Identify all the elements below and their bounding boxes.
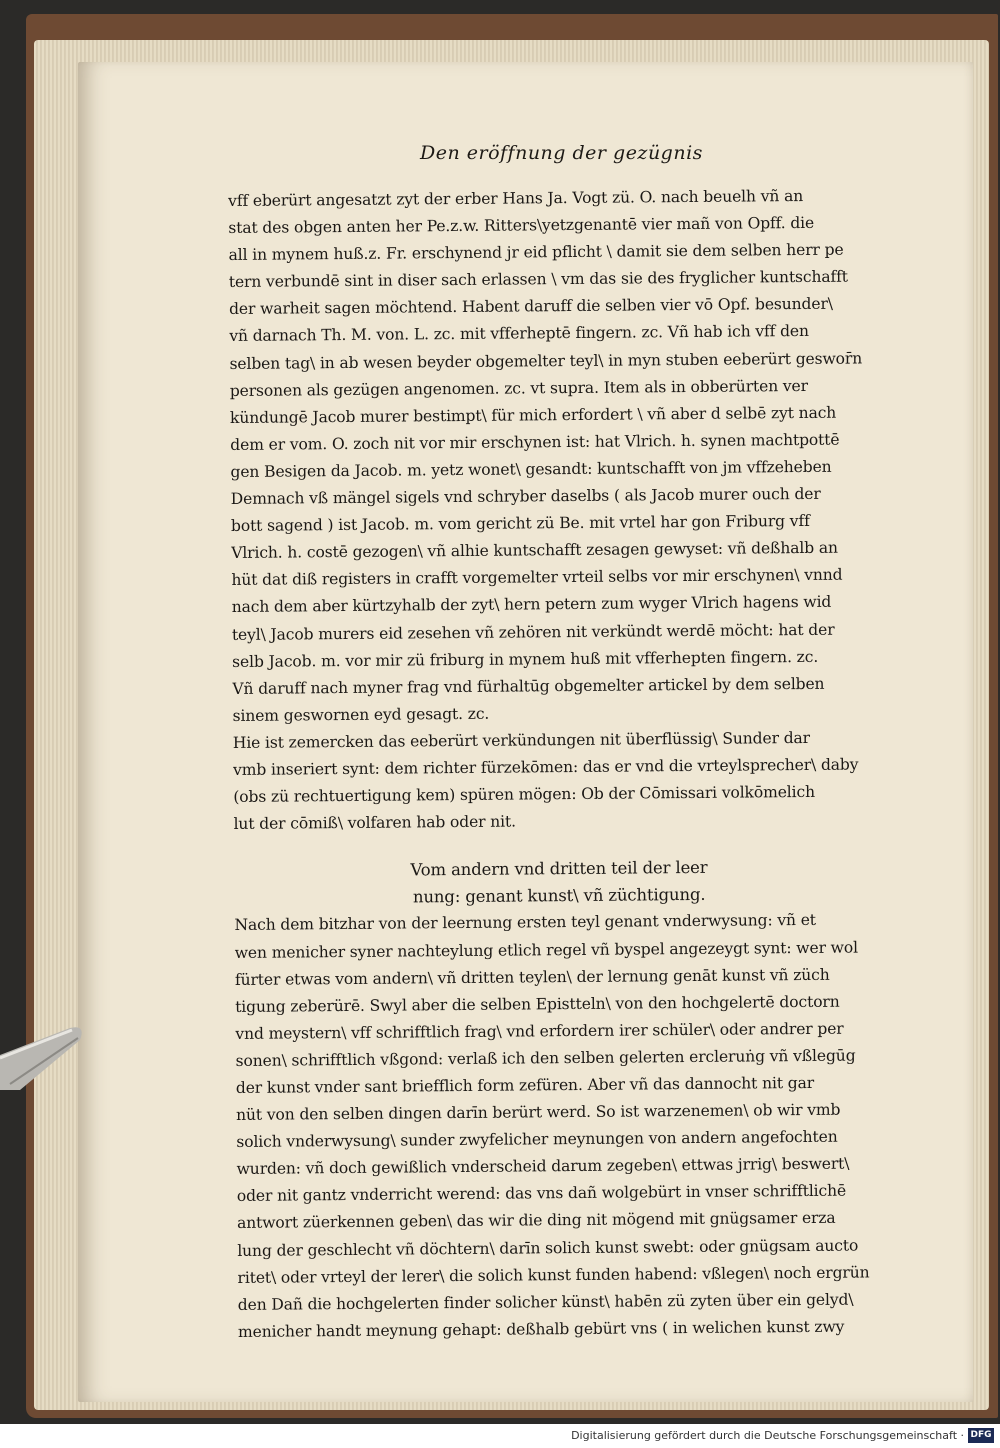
text-line: fürter etwas vom andern\ vñ dritten teylen\ der lernung genāt kunst vñ züch — [234, 965, 830, 989]
text-line: den Dañ die hochgelerten finder solicher künst\ habēn zü zyten über ein gelyd\ — [237, 1290, 854, 1314]
page-pointer-icon — [0, 1020, 100, 1090]
paragraph-3 — [234, 907, 888, 1346]
text-line: gen Besigen da Jacob. m. yetz wonet\ gesandt: kuntschafft von jm vffzeheben — [230, 457, 832, 481]
text-line: Vlrich. h. costē gezogen\ vñ alhie kuntschafft zesagen gewyset: vñ deßhalb an — [231, 538, 838, 563]
text-line: lut der cōmiß\ volfaren hab oder nit. — [233, 812, 516, 834]
text-line: teyl\ Jacob murers eid zesehen vñ zehören nit verkündt werdē möcht: hat der — [231, 620, 835, 644]
paragraph-1 — [228, 182, 883, 730]
footer-bar — [0, 1424, 1000, 1448]
text-line: wen menicher syner nachteylung etlich regel vñ byspel angezeygt synt: wer wol — [234, 938, 858, 962]
text-line: selben tag\ in ab wesen beyder obgemelter teyl\ in myn stuben eeberürt geswor̄n — [229, 349, 863, 373]
text-line: selb Jacob. m. vor mir zü friburg in mynem huß mit vfferhepten fingern. zc. — [232, 647, 819, 671]
text-line: (obs zü rechtuertigung kem) spüren mögen: Ob der Cōmissari volkōmelich — [233, 782, 815, 807]
text-line: sinem geswornen eyd gesagt. zc. — [232, 704, 490, 725]
page-text — [228, 182, 888, 1346]
text-line: Vom andern vnd dritten teil der leer — [410, 858, 708, 880]
text-line: der warheit sagen möchtend. Habent daruff die selben vier vō Opf. besunder\ — [228, 295, 833, 319]
text-line: vñ darnach Th. M. von. L. zc. mit vfferheptē fingern. zc. Vñ hab ich vff den — [229, 322, 809, 346]
text-line: all in mynem huß.z. Fr. erschynend jr eid pflicht \ damit sie dem selben herr pe — [228, 240, 844, 265]
text-line: antwort züerkennen geben\ das wir die ding nit mögend mit gnügsamer erza — [236, 1209, 836, 1233]
text-line: oder nit gantz vnderricht werend: das vns dañ wolgebürt in vnser schrifftlichē — [236, 1182, 847, 1206]
footer-credit: Digitalisierung gefördert durch die Deutsche Forschungsgemeinschaft · — [571, 1429, 964, 1442]
text-line: dem er vom. O. zoch nit vor mir erschynen ist: hat Vlrich. h. synen machtpottē — [230, 430, 840, 454]
text-line: nüt von den selben dingen darīn berürt werd. So ist warzenemen\ ob wir vmb — [236, 1100, 841, 1125]
text-line: ritet\ oder vrteyl der lerer\ die solich kunst funden habend: vßlegen\ noch ergrün — [237, 1263, 870, 1287]
text-line: Nach dem bitzhar von der leernung ersten teyl genant vnderwysung: vñ et — [234, 911, 816, 935]
text-line: nach dem aber kürtzyhalb der zyt\ hern petern zum wyger Vlrich hagens wid — [231, 593, 832, 617]
text-line: nung: genant kunst\ vñ züchtigung. — [412, 885, 706, 907]
text-line: Vñ daruff nach myner frag vnd fürhaltūg obgemelter artickel by dem selben — [232, 674, 825, 698]
text-line: der kunst vnder sant briefflich form zefüren. Aber vñ das dannocht nit gar — [235, 1073, 815, 1097]
section-heading — [234, 853, 884, 913]
text-line: bott sagend ) ist Jacob. m. vom gericht zü Be. mit vrtel har gon Friburg vff — [230, 512, 810, 536]
dfg-logo: DFG — [968, 1428, 994, 1443]
text-line: tern verbundē sint in diser sach erlassen \ vm das sie des fryglicher kuntschafft — [228, 267, 848, 292]
text-line: menicher handt meynung gehapt: deßhalb gebürt vns ( in welichen kunst zwy — [237, 1317, 845, 1341]
text-line: lung der geschlecht vñ döchtern\ darīn solich kunst swebt: oder gnügsam aucto — [237, 1236, 859, 1260]
page-header: Den eröffnung der gezügnis — [420, 142, 703, 164]
text-line: tigung zeberürē. Swyl aber die selben Epistteln\ von den hochgelertē doctorn — [235, 992, 840, 1016]
text-line: solich vnderwysung\ sunder zwyfelicher meynungen von andern angefochten — [236, 1127, 838, 1152]
text-line: vnd meystern\ vff schrifftlich frag\ vnd erfordern irer schüler\ oder andrer per — [235, 1019, 844, 1043]
text-line: vmb inseriert synt: dem richter fürzekōmen: das er vnd die vrteylsprecher\ daby — [233, 755, 859, 779]
text-line: Hie ist zemercken das eeberürt verkündungen nit überflüssig\ Sunder dar — [232, 728, 811, 752]
text-line: stat des obgen anten her Pe.z.w. Ritters\yetzgenantē vier mañ von Opff. die — [228, 213, 815, 238]
text-line: personen als gezügen angenomen. zc. vt supra. Item als in obberürten ver — [229, 376, 808, 400]
text-line: Demnach vß mängel sigels vnd schryber daselbs ( als Jacob murer ouch der — [230, 484, 821, 509]
text-line: hüt dat diß registers in crafft vorgemelter vrteil selbs vor mir erschynen\ vnnd — [231, 565, 843, 590]
text-line: kündungē Jacob murer bestimpt\ für mich erfordert \ vñ aber d selbē zyt nach — [229, 403, 837, 427]
text-line: vff eberürt angesatzt zyt der erber Hans Ja. Vogt zü. O. nach beuelh vñ an — [228, 186, 804, 210]
text-line: sonen\ schrifftlich vßgond: verlaß ich den selben gelerten ercleruṅg vñ vßlegūg — [235, 1046, 856, 1070]
paragraph-2 — [233, 724, 884, 838]
text-line: wurden: vñ doch gewißlich vnderscheid darum zegeben\ ettwas jrrig\ beswert\ — [236, 1154, 850, 1179]
